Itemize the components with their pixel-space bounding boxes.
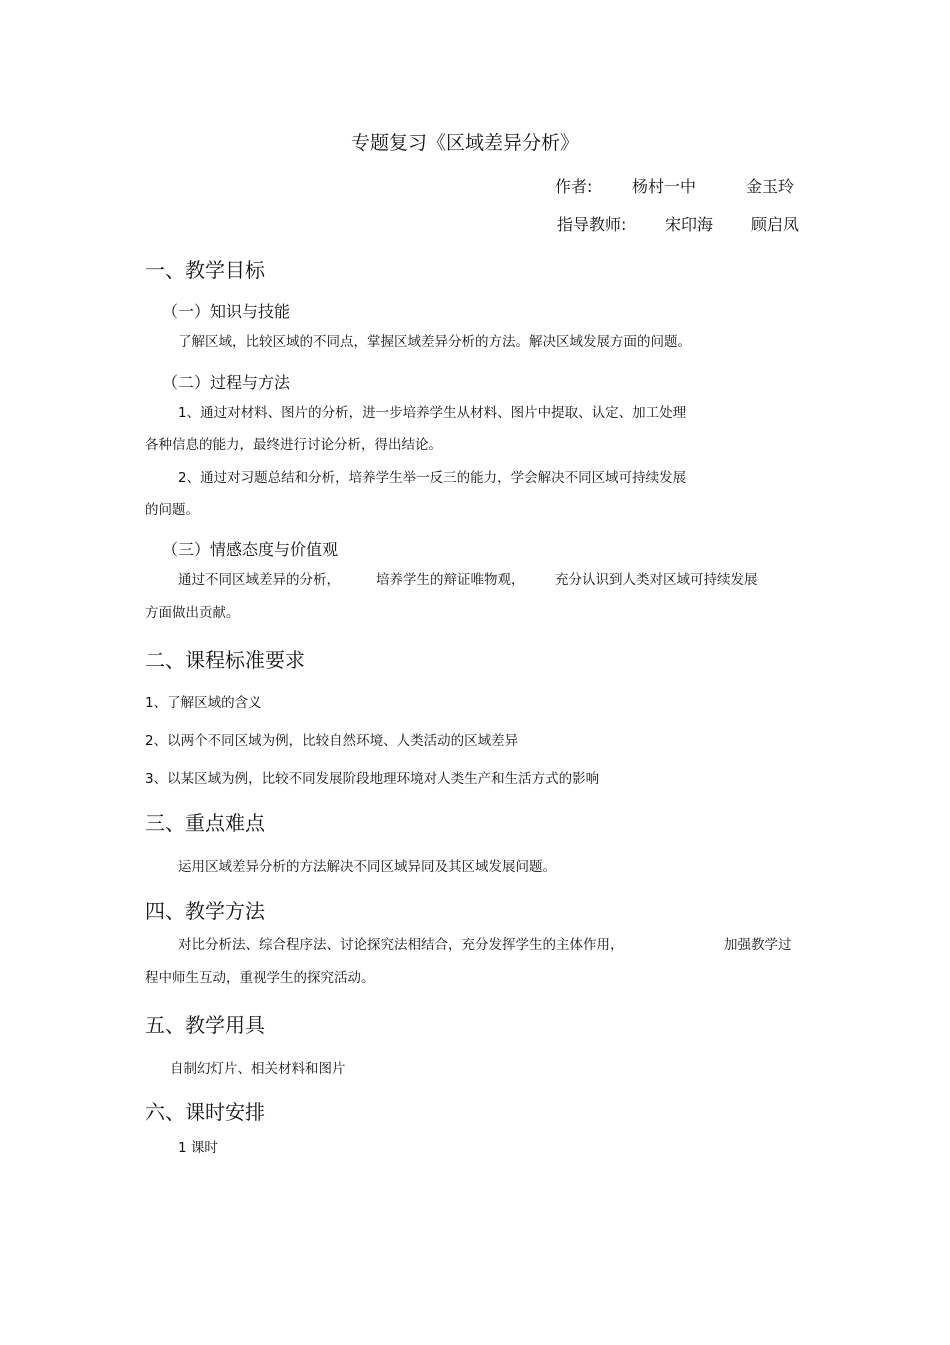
key-points-text: 运用区域差异分析的方法解决不同区域异同及其区域发展问题。 bbox=[178, 859, 556, 875]
process-item-1-line-2: 各种信息的能力，最终进行讨论分析，得出结论。 bbox=[145, 437, 442, 453]
section-heading-methods: 四、教学方法 bbox=[145, 899, 265, 923]
attitude-line-2: 方面做出贡献。 bbox=[145, 605, 240, 621]
document-title: 专题复习《区域差异分析》 bbox=[350, 132, 579, 154]
subheading-process: （二）过程与方法 bbox=[162, 373, 291, 392]
section-heading-tools: 五、教学用具 bbox=[145, 1013, 265, 1037]
methods-line-1-part-2: 加强教学过 bbox=[724, 937, 792, 953]
process-item-2-line-1: 2、通过对习题总结和分析，培养学生举一反三的能力，学会解决不同区域可持续发展 bbox=[178, 470, 687, 486]
attitude-line-1-part-3: 充分认识到人类对区域可持续发展 bbox=[555, 572, 758, 588]
subheading-knowledge: （一）知识与技能 bbox=[162, 302, 291, 321]
advisor-label: 指导教师: bbox=[557, 215, 627, 234]
section-heading-standards: 二、课程标准要求 bbox=[145, 648, 305, 672]
process-item-2-line-2: 的问题。 bbox=[145, 502, 199, 518]
advisor-name-1: 宋印海 bbox=[665, 215, 714, 234]
subheading-attitude: （三）情感态度与价值观 bbox=[162, 540, 339, 559]
paragraph-knowledge: 了解区域，比较区域的不同点，掌握区域差异分析的方法。解决区域发展方面的问题。 bbox=[178, 334, 691, 350]
process-item-1-line-1: 1、通过对材料、图片的分析，进一步培养学生从材料、图片中提取、认定、加工处理 bbox=[178, 405, 687, 421]
section-heading-schedule: 六、课时安排 bbox=[145, 1100, 265, 1124]
schedule-text: 1 课时 bbox=[178, 1140, 218, 1156]
standards-item-2: 2、以两个不同区域为例，比较自然环境、人类活动的区域差异 bbox=[145, 733, 519, 749]
author-school: 杨村一中 bbox=[632, 177, 697, 196]
author-name: 金玉玲 bbox=[746, 177, 795, 196]
section-heading-key-points: 三、重点难点 bbox=[145, 811, 265, 835]
author-label: 作者: bbox=[555, 177, 593, 196]
methods-line-1-part-1: 对比分析法、综合程序法、讨论探究法相结合，充分发挥学生的主体作用， bbox=[178, 937, 624, 953]
section-heading-objectives: 一、教学目标 bbox=[145, 258, 265, 282]
tools-text: 自制幻灯片、相关材料和图片 bbox=[170, 1061, 346, 1077]
attitude-line-1-part-1: 通过不同区域差异的分析， bbox=[178, 572, 340, 588]
standards-item-1: 1、了解区域的含义 bbox=[145, 695, 262, 711]
standards-item-3: 3、以某区域为例，比较不同发展阶段地理环境对人类生产和生活方式的影响 bbox=[145, 771, 600, 787]
advisor-name-2: 顾启凤 bbox=[751, 215, 800, 234]
methods-line-2: 程中师生互动，重视学生的探究活动。 bbox=[145, 970, 375, 986]
attitude-line-1-part-2: 培养学生的辩证唯物观， bbox=[376, 572, 525, 588]
